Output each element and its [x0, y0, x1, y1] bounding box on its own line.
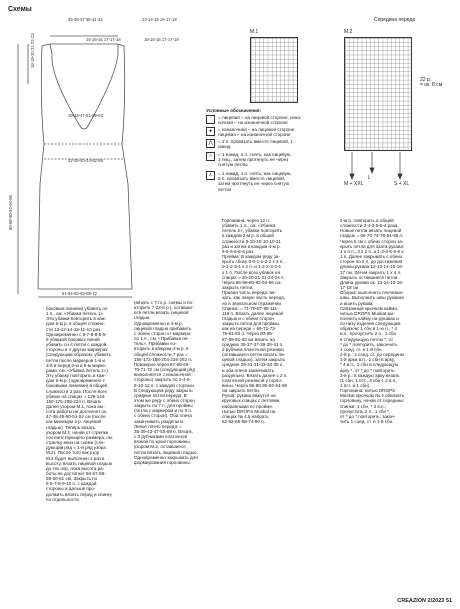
dim-side-top: 18-19-20 21-22-23: [30, 33, 35, 68]
text-column-3: Горловина: через 12 п. убавить 1 п., см. «Убавка петель 2», убавки повторить в каждом 2-м р. в общей сложности 9-10-10-10-10-11 раз и затем в каждом 4-м р. 5-5-5-6-6-6 раз. Пройма: В каждом ряду за- крыть сбоку 0-0-1-1-2-2 х 3 п., 0-1-2-3-4 х 2 п. и 1-2-2-3-3-4 х 1 п. После всех убавок на спицах = 20-20-21-21-24-24 п. Через 86-88-90-92-94-96 см закрыть петли. Правая часть переда: вя- зать, как левую часть переда, но в зеркальном отражении. Спинка: = 71-79-87-95-111- 119 п. Вязать далее лицевой гладью и с обеих сторон закрыть петли для проймы, как на переде = 69-71-73- 75-81-83 п. Через 83-85- 87-89-91-93 см вязать на средних 35-37-37-39-39-41 п. 2 рубчика платочной резинки (оставшиеся петли вязать ли- цевой гладью), затем закрыть средние 29-31-31-33-33-35 п. и оба плеча заканчивать раздельно. Вязать далее с 2 п. платочной резинкой у горло- вины. Через 86-88-90-92-94-96 см закрыть петли. Рукав: рукава вяжутся на круговых спицах с петлями, набранными по пройме. Нитью DROPS Muskat на спицах № 4,5 набрать 62-62-66-68-74-80 п.: [222, 218, 288, 425]
decrease-icon: ⋀: [206, 139, 215, 148]
dim-top-right: 13-14-15 16-17-18: [142, 17, 177, 22]
dim-inner-top: 39-43-47-51-59-63: [68, 113, 103, 118]
chart-m2-grid: [344, 37, 412, 151]
chart-m2-arrow-right: S + XL: [394, 181, 410, 187]
yarn-over-icon: ○: [206, 152, 215, 161]
dim-bottom: 51-54-60-63-69-72: [62, 291, 97, 296]
chart-m2-label: M.2: [344, 29, 353, 35]
chart-m2-arrow-mid: L: [368, 175, 371, 181]
page-footer: CREAZION 2/2023 51: [397, 598, 452, 604]
legend-item: ⋏ = 1 накид, 1 п. снять, как лицевую, 2 п. провязать вместе лицевой, затем протянуть ее через снятую петлю: [206, 171, 292, 192]
dot-icon: ●: [206, 127, 215, 136]
empty-square-icon: [206, 115, 215, 124]
text-column-4: 2-м р. повторить в общей сложности 2-4-3-5-5-4 раза. Новые петли вязать лицевой гладью = 66-70-74-78-84-88 п. Через 6 см с обеих сторон за- крыть петли для оката рукава: 1 х 4 п., 3 х 2 п. и 1-2-4-5-6-8 х 1 п. Далее закрывать с обеих сторон по 2 п. до достижения длины рукава 12-13-14-15-16- 17 см. Затем закрыть 1 х 4 п. Закрыть оставшиеся петли. Длина рукава ок. 13-14-15-16- 17-18 см. Сборка: выполнить плечевые швы. Выполнить швы рукавов и вшить рукава. Связанный крючком кайма: нитью DROPS Muskat вы- полнить кайму на рукавах и по низу изделия следующим образом: 1 сбн в 1-ю п., * 4 в.п., пропустить 2 п., 1 сбн в следующую петлю *, от * до * повторить, закончить 1 соед. ст. в 1-й сбн. 2-й р.: 1 соед. ст. до середины 1-й арки в.п., 1 сбн в арку, * 4 в.п., 1 сбн в следующую арку *, от * до * повторить. 3-й р.: в каждую арку вязать (1 сбн, 1 пст., 3 сбн с 2 в.п., 1 пст. и 1 сбн). Горловина: нитью DROPS Muskat крючком № 4 обвязать горловину, начав от середины спинки: 1 сбн, * 3 в.п., пропустить 2 п., 1 сбн *, от * до * повторить, закон- чить 1 соед. ст. в 1-й сбн.: [340, 218, 405, 425]
legend-item: = лицевая – на лицевой стороне, изна- ночная – на изнаночной стороне: [206, 115, 301, 125]
dim-top-left: 35-35-37 38-41-42: [68, 17, 103, 22]
chart-m1-grid: [250, 37, 298, 103]
legend-item: ○ = 1 накид, 1 п. снять, как лицевую, 1 лиц., затем протянуть ее через снятую петлю: [206, 152, 292, 168]
double-decrease-icon: ⋏: [206, 171, 215, 180]
chart-m2-rows-label: 22 р. = ок. 8 см: [420, 77, 443, 89]
dim-neck-right: 15-16-16 17-17-18: [144, 37, 179, 42]
chart-m2-center-label: Середина переда: [374, 17, 416, 23]
dim-inner-mid: 32-36-40-44-52-56: [68, 158, 103, 163]
chart-m2-arrows: [344, 150, 414, 182]
dim-neck-left: 15-16-16 17-17-18: [86, 37, 121, 42]
legend-item: ⋀ = 2 п. провязать вместе лицевой, 1 накид: [206, 139, 293, 149]
text-column-2: (вязать с 7-го р. схемы и по- вторить 7-22-й р.), оставши- еся петли вязать лицевой гладью. Одновременно в 4-м р. лицевой гладью прибавить с обеих сторон от маркера по 1 п., см. «Прибавка пе- тель». Прибавки по- вторить в каждом 4-м р. в общей сложности 7 раз = 156-172-188-204-236-252 п. Примерно через 67-68-69- 70-71-72 см (следующий ряд выполняется с изнаночной стороны) закрыть по 2-4-6- 8-10-12 п. с каждой стороны. В следующем ряду закрыть средние петли переда. В этом же ряду с обеих сторон закрыть по 7 п. для проймы (петли с маркером и по 3 п. с обеих сторон). Оба плеча заканчивать раздельно. Левое плечо переда: = 35-39-43-47-55-59 п. Вязать с 3 рубчиками платочной вязкой по краю горловины, узором M.2, оставшиеся петли вязать лицевой гладью. Одновременно закрывать для формирования горловины.: [134, 300, 198, 465]
chart-m2-arrow-left: M + XXL: [344, 181, 364, 187]
legend-item: ● = изнаночная – на лицевой стороне, лицевая – на изнаночной стороне: [206, 127, 296, 137]
chart-m1-label: M.1: [250, 29, 259, 35]
dim-side-long: 86-88-90-92-94-96: [8, 195, 13, 230]
text-column-1: боковым линиям) убавить по 1 п., см. «Убавка петель 1». Эти убавки повторить в каж- дом 6-м р. в общей сложно- сти 13-12-14-13-11-10 раз. Одновременно с 8-7-9-8-6-5- й убавкой боковых линий убавить по 4 петли с каждой стороны в 4 других маркерах (следующим образом: убавить петли после маркеров 1-й и 3-й и перед 2-м и 5-м марке- рами, см. «Убавка петель 1»). Эту убавку повторить в каж- дом 6-м р. (одновременно с боковыми линиями) в общей сложности 2 раз. После всех убавок на спицах = 128-144- 160-176-208-224 п. Вязать далее узором M.1, пока вы- сота работы не достигнет ок. 47-48-49-50-51-52 см (после как минимум 2 р. лицевой гладью). Теперь вязать узором M.2, начав от стрелки соответствующего размера, см. стрелку вниз на схеме (сле- дующий ряд = 1-й ряд узора M.2). После того как узор M.2 будет выполнен 1 раз в высоту, вязать лицевой гладью до тех пор, пока высота ра- боты не достигнет 56-57-58- 59-60-61 см. Закрыть по 5-6-7-8-9-10 п. с каждой стороны и дальше про- должить вязать перед и спинку по отдельности.: [46, 306, 114, 502]
legend-title: Условные обозначения:: [206, 108, 262, 113]
schema-title: Схемы: [8, 6, 32, 13]
